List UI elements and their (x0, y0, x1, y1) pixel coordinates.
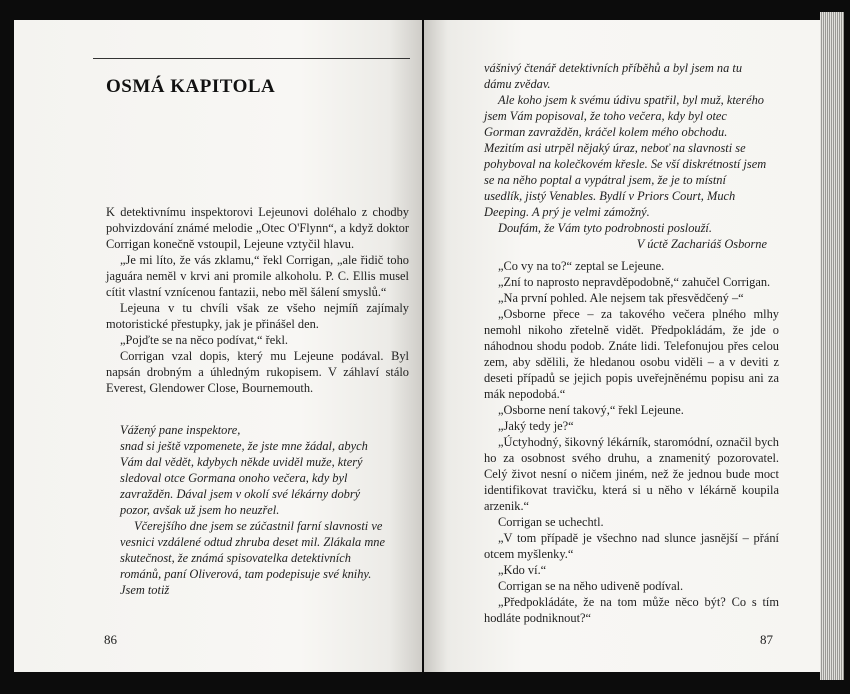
paragraph: „Předpokládáte, že na tom může něco být? Co s tím hodláte podniknout?“ (484, 595, 779, 625)
left-body-text (106, 204, 409, 396)
paragraph: Corrigan se uchechtl. (498, 515, 604, 529)
letter-paragraph: Včerejšího dne jsem se zúčastnil farní slavnosti ve vesnici vzdálené odtud zhruba deset mil. Zlákala mne skutečnost, že známá spisovatelka detektivních románů, paní Oliverová, tam podepisuje své knihy. Jsem totiž (120, 519, 385, 597)
paragraph: K detektivnímu inspektorovi Lejeunovi doléhalo z chodby pohvizdování známé melodie „Otec O'Flynn“, a když doktor Corrigan konečně vstoupil, Lejeune vztyčil hlavu. (106, 205, 409, 251)
letter-text (120, 422, 392, 598)
letter-continued-text (484, 60, 767, 252)
chapter-rule (93, 58, 410, 59)
paragraph: Lejeuna v tu chvíli však ze všeho nejmíň zajímaly motoristické přestupky, jak je přinášel den. (106, 301, 409, 331)
letter-salutation: Vážený pane inspektore, (120, 423, 241, 437)
chapter-title: OSMÁ KAPITOLA (106, 76, 276, 97)
letter-paragraph: Doufám, že Vám tyto podrobnosti poslouží. (498, 221, 712, 235)
paragraph: „Co vy na to?“ zeptal se Lejeune. (498, 259, 665, 273)
paragraph: „Na první pohled. Ale nejsem tak přesvědčený –“ (498, 291, 744, 305)
paragraph: „Pojďte se na něco podívat,“ řekl. (120, 333, 288, 347)
paragraph: Corrigan se na něho udiveně podíval. (498, 579, 684, 593)
page-number-right: 87 (760, 632, 773, 647)
right-body-text (484, 258, 779, 626)
paragraph: „Osborne přece – za takového večera plného mlhy nemohl nikoho zřetelně vidět. Předpokládám, že jde o náhodnou shodu podob. Znáte lidi. Telefonujou přes celou zem, aby sdělili, že hledanou osobu viděli – a v deviti z deseti případů se jejich popis uveřejněnému popisu ani za mák nepodobá.“ (484, 307, 779, 401)
paragraph: Corrigan vzal dopis, který mu Lejeune podával. Byl napsán drobným a úhledným rukopisem. V záhlaví stálo Everest, Glendower Close, Bournemouth. (106, 349, 409, 395)
paragraph: „Kdo ví.“ (498, 563, 547, 577)
paragraph: „Úctyhodný, šikovný lékárník, staromódní, označil bych ho za osobnost svého druhu, a znamenitý pozorovatel. Celý život nesní o ničem jiném, než že jednou bude moct identifikovat travičku, která si u něho v lékárně koupila arzenik.“ (484, 435, 779, 513)
letter-paragraph: Ale koho jsem k svému údivu spatřil, byl muž, kterého jsem Vám popisoval, že toho večera, kdy byl otec Gorman zavražděn, kráčel kolem mého obchodu. Mezitím asi utrpěl nějaký úraz, neboť na slavnosti se pohyboval na kolečkovém křesle. Se vší diskrétností jsem se na něho poptal a vypátral jsem, že je to místní usedlík, jistý Venables. Bydlí v Priors Court, Much Deeping. A prý je velmi zámožný. (484, 93, 767, 219)
paragraph: „Je mi líto, že vás zklamu,“ řekl Corrigan, „ale řidič toho jaguára neměl v krvi ani promile alkoholu. P. C. Ellis musel cítit vlastní vznícenou fantazii, nebo měl šálení smyslů.“ (106, 253, 409, 299)
paragraph: „Jaký tedy je?“ (498, 419, 574, 433)
paragraph: „Osborne není takový,“ řekl Lejeune. (498, 403, 684, 417)
paragraph: „Zní to naprosto nepravděpodobně,“ zahučel Corrigan. (498, 275, 771, 289)
page-edges (820, 12, 844, 680)
letter-paragraph: snad si ještě vzpomenete, že jste mne žádal, abych Vám dal vědět, kdybych někde uviděl muže, který sledoval otce Gormana onoho večera, kdy byl zavražděn. Dával jsem v okolí své lékárny dobrý pozor, avšak už jsem ho neuzřel. (120, 439, 368, 517)
page-number-left: 86 (104, 632, 117, 647)
letter-paragraph: vášnivý čtenář detektivních příběhů a byl jsem na tu dámu zvědav. (484, 61, 743, 91)
letter-signature: V úctě Zachariáš Osborne (636, 237, 767, 251)
paragraph: „V tom případě je všechno nad slunce jasnější – přání otcem myšlenky.“ (484, 531, 779, 561)
